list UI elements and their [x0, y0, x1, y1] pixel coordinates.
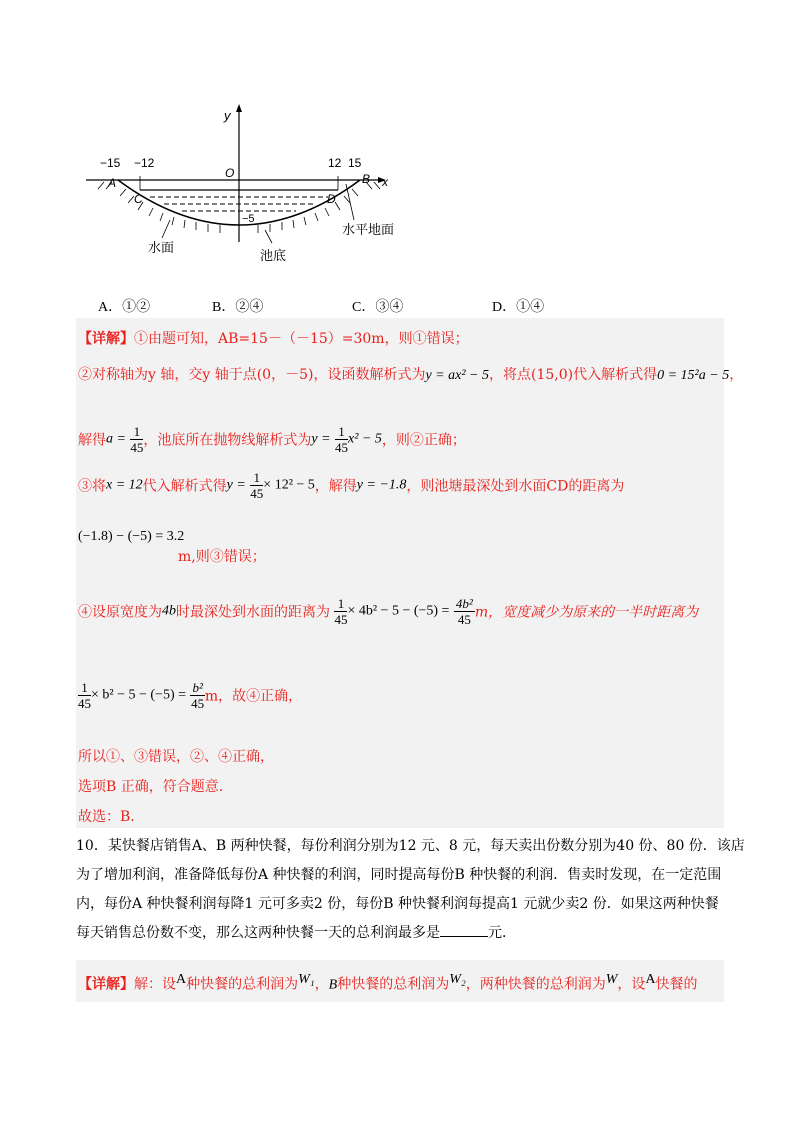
pond-bottom-label: 池底 [260, 248, 287, 263]
solution-line-2: ②对称轴为y 轴，交y 轴于点(0，－5)，设函数解析式为y = ax² − 5，将点(15,0)代入解析式得0 = 15²a − 5， [78, 367, 744, 383]
solution-line-7: $\frac{1}{45}$ × b² − 5 − (−5) = $\frac{\text{b²}}{45}$ m，故④正确， [78, 680, 303, 711]
tick-neg15: −15 [100, 156, 121, 170]
point-a-label: A [108, 176, 117, 190]
origin-label: O [225, 166, 235, 180]
detail-tag: 【详解】 [78, 331, 134, 347]
point-d-label: D [327, 192, 336, 206]
point-b-label: B [362, 172, 371, 186]
solution-line-5b: m,则③错误； [178, 549, 266, 565]
ground-level-label: 水平地面 [342, 222, 395, 237]
solution-10-line-1: 【详解】解：设$^A$种快餐的总利润为$^{W_1}$，B种快餐的总利润为$^{W_2}$，两种快餐的总利润为$^W$，设$^A$快餐的 [78, 972, 698, 993]
solution-line-8: 所以①、③错误，②、④正确， [78, 749, 274, 765]
question-10-line-2: 为了增加利润，准备降低每份A 种快餐的利润，同时提高每份B 种快餐的利润．售卖时发现，在一定范围 [76, 867, 722, 883]
y-axis-label: y [224, 108, 231, 123]
depth-label: −5 [242, 213, 255, 225]
water-surface-label: 水面 [148, 240, 175, 255]
solution-line-9: 选项B 正确，符合题意. [78, 779, 224, 795]
solution-line-3: 解得a = $\frac{1}{45}$ ，池底所在抛物线解析式为y = $\frac{1}{45}$ x² − 5，则②正确； [78, 424, 466, 455]
solution-line-4: ③将x = 12代入解析式得y = $\frac{1}{45}$ × 12² − 5，解得y = −1.8，则池塘最深处到水面CD的距离为 [78, 470, 625, 501]
answer-blank[interactable] [440, 924, 488, 937]
option-b: B．②④ [212, 300, 264, 315]
option-d: D．①④ [492, 300, 545, 315]
solution-line-1: 【详解】①由题可知，AB=15－（－15）=30m，则①错误； [78, 331, 469, 347]
tick-12: 12 [328, 156, 342, 170]
pond-parabola-diagram [82, 100, 412, 280]
question-10-line-4: 每天销售总份数不变，那么这两种快餐一天的总利润最多是 元． [76, 925, 516, 941]
option-a: A．①② [98, 300, 151, 315]
tick-neg12: −12 [134, 156, 155, 170]
question-10-line-1: 10．某快餐店销售A、B 两种快餐，每份利润分别为12 元、8 元，每天卖出份数分别为40 份、80 份．该店 [76, 838, 745, 854]
x-axis-label: x [382, 175, 388, 189]
tick-15: 15 [348, 156, 362, 170]
question-10-line-3: 内，每份A 种快餐利润每降1 元可多卖2 份，每份B 种快餐利润每提高1 元就少卖2 份．如果这两种快餐 [76, 896, 719, 912]
solution-line-5a: (−1.8) − (−5) = 3.2 [78, 529, 185, 544]
solution-line-10: 故选：B． [78, 809, 145, 825]
solution-line-6: ④设原宽度为4b时最深处到水面的距离为 $\frac{1}{45}$ × 4b² − 5 − (−5) = $\frac{\text{4b²}}{45}$ m，宽度减少为原来的一半时距离为 [78, 596, 699, 627]
option-c: C．③④ [352, 300, 404, 315]
question-10 [76, 832, 745, 948]
point-c-label: C [134, 192, 143, 206]
